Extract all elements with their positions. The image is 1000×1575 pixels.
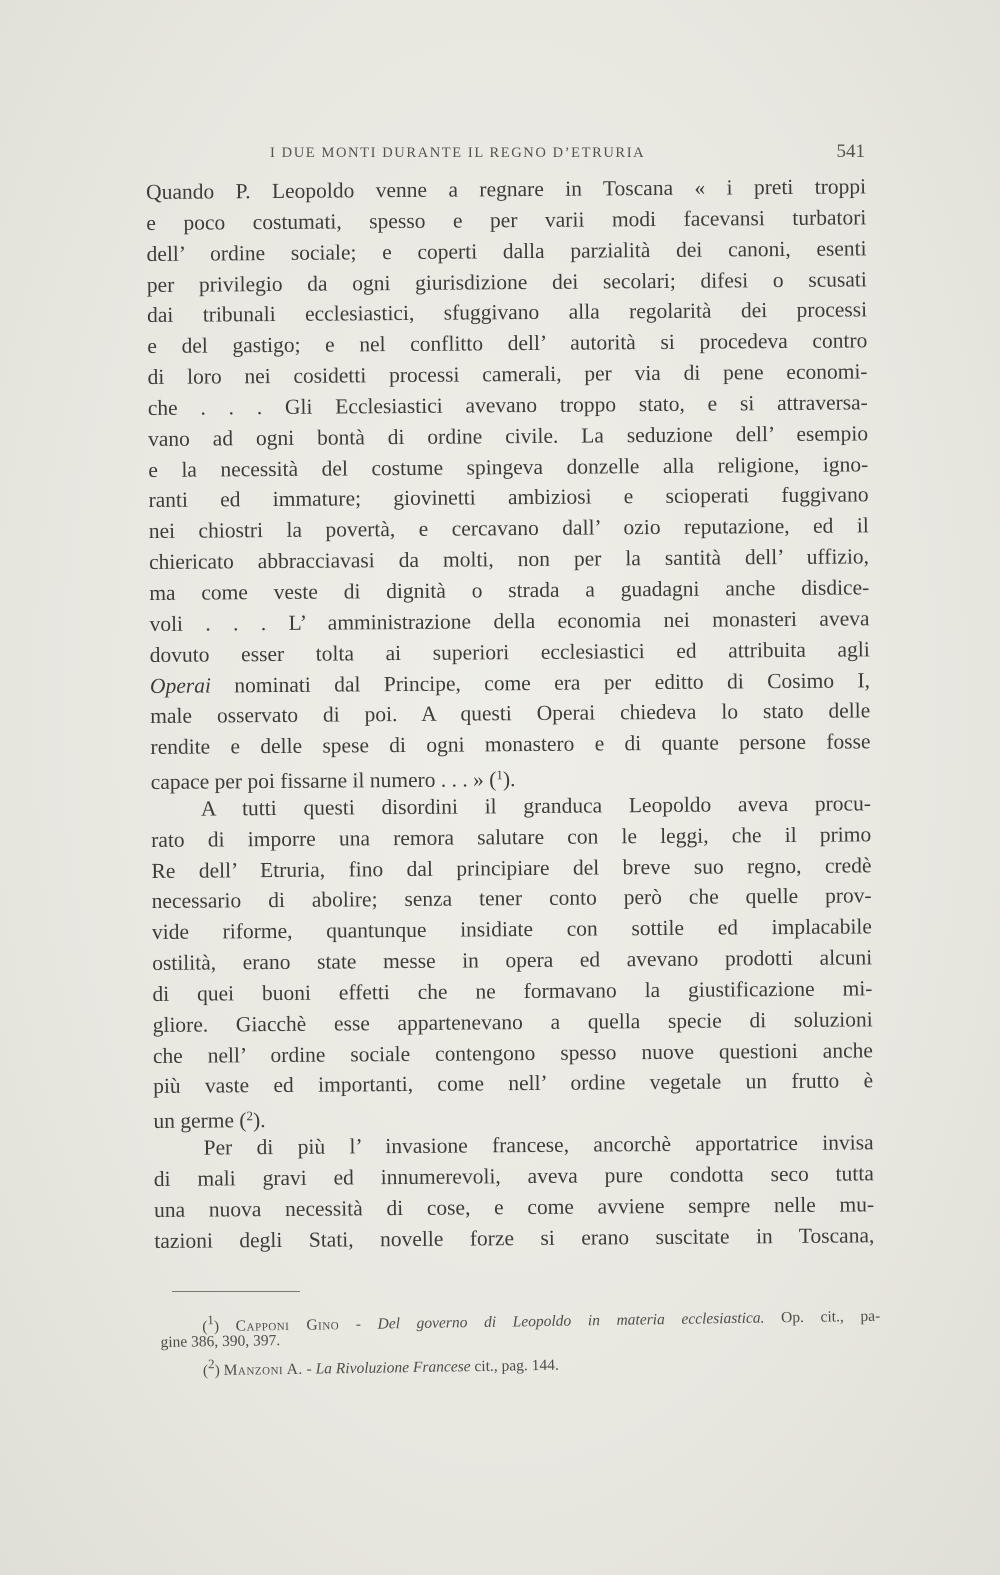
text-line: e del gastigo; e nel conflitto dell’ autorità si procedeva contro bbox=[147, 328, 868, 359]
text-span: - bbox=[339, 1315, 378, 1334]
text-line: necessario di abolire; senza tener conto però che quelle prov- bbox=[151, 883, 872, 914]
text-line: che . . . Gli Ecclesiastici avevano troppo stato, e si attraversa- bbox=[147, 390, 868, 420]
text-span: - bbox=[302, 1360, 316, 1378]
italic-word: Operai bbox=[149, 673, 212, 698]
text-line: Quando P. Leopoldo venne a regnare in Toscana « i preti troppi bbox=[146, 174, 867, 204]
text-line: di loro nei cosidetti processi camerali, per via di pene economi- bbox=[147, 359, 868, 390]
text-line: chiericato abbracciavasi da molti, non per la santità dell’ uffizio, bbox=[148, 544, 870, 575]
footnote-ref[interactable]: 2 bbox=[246, 1108, 254, 1124]
text-line: ostilità, erano state messe in opera ed avevano prodotti alcuni bbox=[152, 945, 873, 976]
footnote-1-continuation: gine 386, 390, 397. bbox=[160, 1332, 281, 1351]
footnote-title: La Rivoluzione Francese bbox=[315, 1358, 471, 1378]
text-line: gliore. Giacchè esse appartenevano a quella specie di soluzioni bbox=[152, 1007, 873, 1037]
text-span: un germe ( bbox=[153, 1108, 247, 1134]
footnote-author: Capponi Gino bbox=[235, 1316, 340, 1335]
text-line: di quei buoni effetti che ne formavano la giustificazione mi- bbox=[152, 976, 873, 1006]
text-line: e la necessità del costume spingeva donzelle alla religione, igno- bbox=[148, 451, 869, 482]
footnote-ref[interactable]: 1 bbox=[496, 767, 503, 783]
text-line: A tutti questi disordini il granduca Leopoldo aveva procu- bbox=[200, 791, 872, 821]
text-line: tazioni degli Stati, novelle forze si erano suscitate in Toscana, bbox=[154, 1223, 875, 1253]
text-line: una nuova necessità di cose, e come avviene sempre nelle mu- bbox=[154, 1192, 875, 1222]
text-line: di mali gravi ed innumerevoli, aveva pure condotta seco tutta bbox=[153, 1161, 874, 1191]
text-line: che nell’ ordine sociale contengono spesso nuove questioni anche bbox=[152, 1037, 873, 1068]
text-line: per privilegio da ogni giurisdizione dei secolari; difesi o scusati bbox=[146, 266, 867, 297]
page-header bbox=[160, 141, 865, 167]
text-line: rato di imporre una remora salutare con le leggi, che il primo bbox=[151, 822, 872, 852]
text-line: nei chiostri la povertà, e cercavano dall’ ozio reputazione, ed il bbox=[148, 513, 869, 544]
text-line: ma come veste di dignità o strada a guadagni anche disdice- bbox=[149, 575, 870, 605]
text-line: dell’ ordine sociale; e coperti dalla parzialità dei canoni, esenti bbox=[146, 236, 867, 266]
text-span: nominati dal Principe, come era per editto di Cosimo I, bbox=[210, 667, 871, 698]
footnotes bbox=[160, 1299, 881, 1380]
text-line: Re dell’ Etruria, fino dal principiare del breve suo regno, credè bbox=[151, 852, 872, 883]
text-line: Per di più l’ invasione francese, ancorchè apportatrice invisa bbox=[203, 1130, 874, 1160]
footnote-title: Del governo di Leopoldo in materia ecclesiastica. bbox=[377, 1309, 765, 1333]
text-line: vide riforme, quantunque insidiate con sottile ed implacabile bbox=[151, 914, 873, 945]
text-line: vano ad ogni bontà di ordine civile. La seduzione dell’ esempio bbox=[147, 421, 869, 451]
text-line: rendite e delle spese di ogni monastero e di quante persone fosse bbox=[150, 729, 871, 760]
text-line: più vaste ed importanti, come nell’ ordine vegetale un frutto è bbox=[153, 1068, 874, 1099]
body-text bbox=[146, 171, 874, 1256]
text-span: ). bbox=[252, 1108, 266, 1133]
footnote-author: Manzoni A. bbox=[223, 1360, 303, 1380]
text-line: ranti ed immature; giovinetti ambiziosi e scioperati fuggivano bbox=[148, 482, 869, 513]
footnote-mark: 2 bbox=[207, 1356, 215, 1372]
running-title: I DUE MONTI DURANTE IL REGNO D’ETRURIA bbox=[270, 145, 646, 161]
footnote-mark: 1 bbox=[207, 1312, 214, 1328]
text-span: capace per poi fissarne il numero . . . » ( bbox=[150, 767, 497, 795]
text-span: cit., pag. 144. bbox=[470, 1356, 559, 1376]
text-line: dovuto esser tolta ai superiori ecclesiastici ed attribuita agli bbox=[149, 636, 870, 667]
text-line: dai tribunali ecclesiastici, sfuggivano alla regolarità dei processi bbox=[146, 297, 868, 328]
text-line: e poco costumati, spesso e per varii modi facevansi turbatori bbox=[146, 205, 867, 235]
text-line: male osservato di poi. A questi Operai chiedeva lo stato delle bbox=[150, 698, 871, 729]
footnote-1: ($^1$) Capponi Gino - Del governo di Leopoldo in materia ecclesiastica. Op. cit., pa- bbox=[202, 1307, 881, 1336]
footnote-2: ($^2$) Manzoni A. - La Rivoluzione Francese cit., pag. 144. bbox=[202, 1356, 559, 1380]
text-span: ). bbox=[502, 767, 516, 792]
text-span: Op. cit., pa- bbox=[764, 1307, 881, 1327]
page-number: 541 bbox=[836, 141, 865, 162]
footnote-divider bbox=[172, 1291, 300, 1292]
text-line: voli . . . L’ amministrazione della economia nei monasteri aveva bbox=[149, 606, 870, 636]
